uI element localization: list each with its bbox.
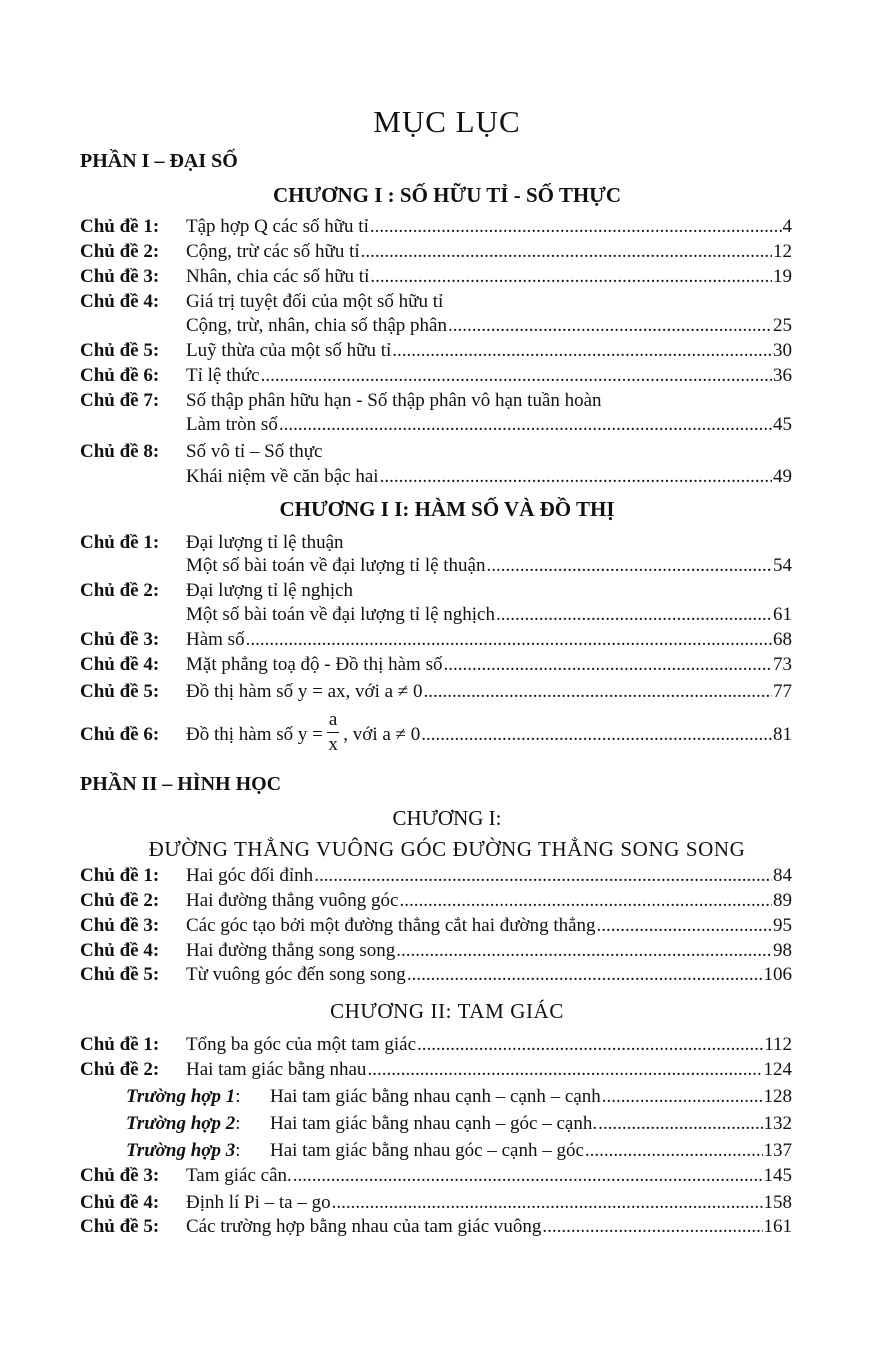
- toc-page: 137: [763, 1140, 792, 1161]
- toc-page: 81: [773, 724, 792, 745]
- toc-title: Số vô tỉ – Số thực: [186, 441, 323, 462]
- toc-page: 49: [773, 466, 792, 487]
- toc-page: 19: [773, 266, 792, 287]
- toc-subentry: [80, 1138, 792, 1163]
- toc-label: Chủ đề 2:: [80, 890, 160, 911]
- chapter-heading: CHƯƠNG II: TAM GIÁC: [330, 999, 564, 1023]
- toc-title: Tam giác cân.: [186, 1165, 292, 1186]
- toc-label: Chủ đề 6:: [80, 365, 160, 386]
- toc-title: Giá trị tuyệt đối của một số hữu tỉ: [186, 291, 444, 312]
- toc-entry: [80, 439, 792, 464]
- toc-subentry: [80, 1111, 792, 1136]
- toc-entry: [80, 1163, 792, 1188]
- toc-label: Chủ đề 2:: [80, 580, 160, 601]
- toc-entry: [80, 578, 792, 603]
- toc-label: Chủ đề 1:: [80, 865, 160, 886]
- toc-title: Định lí Pi – ta – go: [186, 1192, 331, 1213]
- toc-page: 36: [773, 365, 792, 386]
- toc-entry: [80, 363, 792, 388]
- toc-entry: [80, 239, 792, 264]
- toc-label: Chủ đề 4:: [80, 1192, 160, 1213]
- toc-title: Đại lượng tỉ lệ thuận: [186, 532, 344, 553]
- toc-page: 158: [763, 1192, 792, 1213]
- toc-title: Tổng ba góc của một tam giác: [186, 1034, 417, 1055]
- toc-title: Cộng, trừ, nhân, chia số thập phân: [186, 315, 447, 336]
- toc-entry-continued: [80, 464, 792, 489]
- toc-page: 95: [773, 915, 792, 936]
- toc-page: 25: [773, 315, 792, 336]
- case-label: Trường hợp 2:: [126, 1113, 241, 1134]
- toc-entry: [80, 679, 792, 704]
- toc-label: Chủ đề 3:: [80, 266, 160, 287]
- toc-title: Nhân, chia các số hữu tỉ: [186, 266, 370, 287]
- toc-label: Chủ đề 5:: [80, 340, 160, 361]
- toc-title: Khái niệm về căn bậc hai: [186, 466, 379, 487]
- toc-subentry: [80, 1084, 792, 1109]
- toc-page: 68: [773, 629, 792, 650]
- toc-entry: [80, 338, 792, 363]
- toc-label: Chủ đề 5:: [80, 964, 160, 985]
- toc-title: Hai tam giác bằng nhau: [186, 1059, 367, 1080]
- toc-entry: [80, 1032, 792, 1057]
- toc-title: Số thập phân hữu hạn - Số thập phân vô hạn tuần hoàn: [186, 390, 602, 411]
- toc-title: Hai tam giác bằng nhau góc – cạnh – góc: [270, 1140, 584, 1161]
- toc-page: 98: [773, 940, 792, 961]
- toc-label: Chủ đề 8:: [80, 441, 160, 462]
- toc-title: Đồ thị hàm số y =: [186, 724, 323, 745]
- chapter-heading: CHƯƠNG I I: HÀM SỐ VÀ ĐỒ THỊ: [279, 497, 615, 521]
- toc-title: Mặt phẳng toạ độ - Đồ thị hàm số: [186, 654, 443, 675]
- toc-entry: [80, 652, 792, 677]
- toc-label: Chủ đề 1:: [80, 1034, 160, 1055]
- toc-page: 161: [763, 1216, 792, 1237]
- toc-title: Một số bài toán về đại lượng tỉ lệ thuận: [186, 555, 486, 576]
- case-label: Trường hợp 1:: [126, 1086, 241, 1107]
- toc-title: Tỉ lệ thức: [186, 365, 260, 386]
- toc-label: Chủ đề 2:: [80, 241, 160, 262]
- toc-title: Một số bài toán về đại lượng tỉ lệ nghịch: [186, 604, 495, 625]
- toc-label: Chủ đề 7:: [80, 390, 160, 411]
- fraction: [327, 708, 339, 757]
- toc-entry: [80, 888, 792, 913]
- toc-label: Chủ đề 3:: [80, 629, 160, 650]
- toc-title: Các trường hợp bằng nhau của tam giác vuông: [186, 1216, 542, 1237]
- toc-entry-continued: [80, 553, 792, 578]
- toc-page: 77: [773, 681, 792, 702]
- toc-page: 84: [773, 865, 792, 886]
- toc-entry-continued: [80, 313, 792, 338]
- chapter-heading: CHƯƠNG I:: [392, 806, 502, 830]
- toc-entry: [80, 962, 792, 987]
- toc-label: Chủ đề 1:: [80, 532, 160, 553]
- toc-entry-continued: [80, 412, 792, 437]
- toc-title: Làm tròn số: [186, 414, 278, 435]
- fraction-numerator: a: [327, 708, 339, 733]
- toc-label: Chủ đề 5:: [80, 1216, 160, 1237]
- toc-title: Hàm số: [186, 629, 245, 650]
- toc-page: 45: [773, 414, 792, 435]
- toc-entry: [80, 863, 792, 888]
- toc-title: Hai tam giác bằng nhau cạnh – góc – cạnh.: [270, 1113, 598, 1134]
- toc-title: Hai tam giác bằng nhau cạnh – cạnh – cạnh: [270, 1086, 601, 1107]
- toc-label: Chủ đề 6:: [80, 724, 160, 745]
- toc-title: Hai góc đối đỉnh: [186, 865, 314, 886]
- toc-entry: [80, 388, 792, 413]
- page-title: MỤC LỤC: [373, 104, 521, 139]
- toc-page: 30: [773, 340, 792, 361]
- toc-title: , với a ≠ 0: [343, 724, 421, 745]
- toc-page: 124: [763, 1059, 792, 1080]
- toc-page: 128: [763, 1086, 792, 1107]
- toc-page: 73: [773, 654, 792, 675]
- part-heading: PHẦN II – HÌNH HỌC: [80, 773, 282, 795]
- toc-label: Chủ đề 3:: [80, 1165, 160, 1186]
- toc-title: Hai đường thẳng song song: [186, 940, 396, 961]
- toc-label: Chủ đề 4:: [80, 291, 160, 312]
- toc-label: Chủ đề 2:: [80, 1059, 160, 1080]
- toc-label: Chủ đề 4:: [80, 654, 160, 675]
- case-label: Trường hợp 3:: [126, 1140, 241, 1161]
- toc-page: 145: [763, 1165, 792, 1186]
- toc-title: Tập hợp Q các số hữu tỉ: [186, 216, 369, 237]
- fraction-denominator: x: [328, 734, 338, 755]
- toc-label: Chủ đề 3:: [80, 915, 160, 936]
- toc-label: Chủ đề 4:: [80, 940, 160, 961]
- toc-page: 54: [773, 555, 792, 576]
- toc-entry: [80, 938, 792, 963]
- toc-entry: [80, 1057, 792, 1082]
- toc-title: Từ vuông góc đến song song: [186, 964, 406, 985]
- toc-page: 12: [773, 241, 792, 262]
- toc-page: 112: [764, 1034, 792, 1055]
- toc-title: Luỹ thừa của một số hữu tỉ: [186, 340, 392, 361]
- toc-entry: [80, 913, 792, 938]
- toc-entry: [80, 264, 792, 289]
- chapter-heading: CHƯƠNG I : SỐ HỮU TỈ - SỐ THỰC: [272, 183, 622, 207]
- toc-page: 132: [763, 1113, 792, 1134]
- part-heading: PHẦN I – ĐẠI SỐ: [80, 150, 238, 172]
- toc-entry: [80, 289, 792, 314]
- toc-entry: [80, 1214, 792, 1239]
- toc-entry: [80, 627, 792, 652]
- toc-label: Chủ đề 1:: [80, 216, 160, 237]
- toc-page: 4: [782, 216, 792, 237]
- toc-title: Đồ thị hàm số y = ax, với a ≠ 0: [186, 681, 423, 702]
- toc-entry: [80, 530, 792, 555]
- toc-page: 106: [763, 964, 792, 985]
- toc-entry: [80, 1190, 792, 1215]
- toc-page: 61: [773, 604, 792, 625]
- toc-label: Chủ đề 5:: [80, 681, 160, 702]
- chapter-subheading: ĐƯỜNG THẲNG VUÔNG GÓC ĐƯỜNG THẲNG SONG SONG: [148, 837, 746, 861]
- toc-entry: [80, 709, 792, 755]
- toc-title: Hai đường thẳng vuông góc: [186, 890, 399, 911]
- toc-title: Cộng, trừ các số hữu tỉ: [186, 241, 360, 262]
- toc-entry-continued: [80, 602, 792, 627]
- toc-entry: [80, 214, 792, 239]
- toc-title: Đại lượng tỉ lệ nghịch: [186, 580, 354, 601]
- toc-title: Các góc tạo bởi một đường thẳng cắt hai đường thẳng: [186, 915, 596, 936]
- toc-page: 89: [773, 890, 792, 911]
